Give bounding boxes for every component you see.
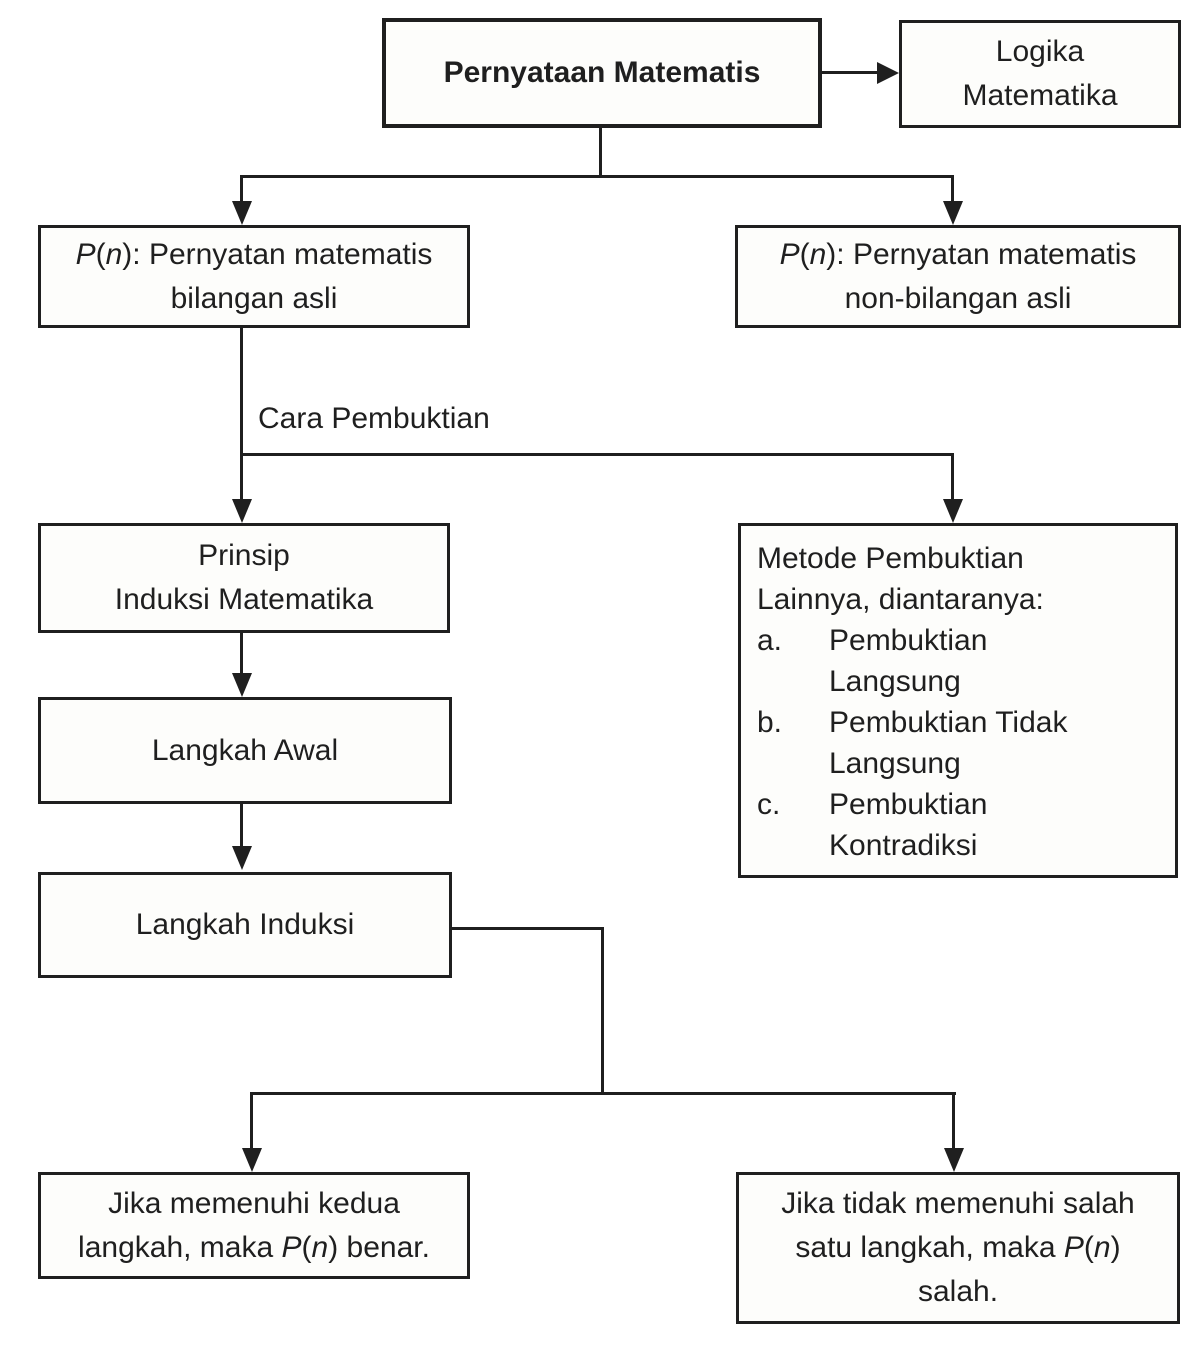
node-pernyataan-matematis	[382, 18, 822, 128]
node-pn-non-bilangan-line2: non-bilangan asli	[844, 281, 1072, 315]
node-langkah-induksi-label: Langkah Induksi	[135, 908, 355, 941]
node-kesimpulan-benar	[38, 1172, 470, 1279]
connector-to-pn-bilangan	[240, 175, 243, 203]
node-pn-bilangan-asli	[38, 225, 470, 328]
metode-intro-line1: Metode Pembuktian	[757, 542, 1024, 575]
node-salah-line3: salah.	[917, 1275, 999, 1308]
node-pernyataan-matematis-label: Pernyataan Matematis	[443, 56, 761, 89]
connector-pernyataan-logika	[822, 71, 878, 74]
arrowhead-right-logika	[877, 62, 899, 84]
node-pn-bilangan-line2: bilangan asli	[170, 281, 338, 315]
connector-induksi-elbow-h	[452, 927, 604, 930]
connector-to-salah	[952, 1092, 955, 1150]
node-langkah-awal	[38, 697, 452, 804]
node-metode-pembuktian-lainnya	[738, 523, 1178, 878]
connector-awal-induksi	[240, 804, 243, 848]
metode-item-c	[757, 784, 1161, 866]
connector-bottom-split	[250, 1092, 956, 1095]
connector-to-metode	[951, 453, 954, 501]
connector-to-prinsip	[240, 453, 243, 501]
connector-cara-pembuktian-split	[240, 453, 954, 456]
node-pn-non-bilangan-line1: P(n): Pernyatan matematis	[779, 237, 1137, 271]
node-langkah-induksi	[38, 872, 452, 978]
node-benar-line1: Jika memenuhi kedua	[108, 1186, 400, 1220]
node-benar-line2: langkah, maka P(n) benar.	[78, 1230, 430, 1264]
arrowhead-down-salah	[944, 1148, 964, 1172]
connector-to-pn-non-bilangan	[951, 175, 954, 203]
metode-item-a	[757, 620, 1161, 702]
metode-item-a-marker: a.	[757, 624, 783, 657]
node-logika-matematika	[899, 20, 1181, 128]
metode-item-a-text: Pembuktian Langsung	[829, 624, 988, 698]
node-prinsip-line2: Induksi Matematika	[114, 583, 374, 616]
arrowhead-down-benar	[242, 1148, 262, 1172]
metode-item-b-marker: b.	[757, 706, 783, 739]
node-kesimpulan-salah	[736, 1172, 1180, 1324]
connector-pernyataan-stem	[599, 128, 602, 178]
connector-to-benar	[250, 1092, 253, 1150]
node-prinsip-induksi-matematika	[38, 523, 450, 633]
arrowhead-down-prinsip	[232, 499, 252, 523]
node-salah-line2: satu langkah, maka P(n)	[795, 1231, 1121, 1264]
metode-item-b-text: Pembuktian Tidak Langsung	[829, 706, 1068, 780]
node-prinsip-line1: Prinsip	[198, 539, 290, 572]
arrowhead-down-pn-bilangan	[232, 201, 252, 225]
arrowhead-down-pn-non-bilangan	[943, 201, 963, 225]
arrowhead-down-metode	[943, 499, 963, 523]
connector-prinsip-awal	[240, 633, 243, 675]
metode-item-b	[757, 702, 1161, 784]
arrowhead-down-langkah-induksi	[232, 846, 252, 870]
metode-item-c-marker: c.	[757, 788, 781, 821]
edge-label-cara-pembuktian: Cara Pembuktian	[258, 402, 490, 435]
node-logika-line2: Matematika	[962, 79, 1118, 112]
node-logika-line1: Logika	[995, 35, 1085, 68]
node-salah-line1: Jika tidak memenuhi salah	[781, 1187, 1135, 1220]
node-pn-bilangan-line1: P(n): Pernyatan matematis	[75, 237, 433, 271]
connector-row2-split	[240, 175, 954, 178]
node-langkah-awal-label: Langkah Awal	[151, 733, 339, 767]
node-pn-non-bilangan-asli	[735, 225, 1181, 328]
connector-cara-pembuktian-stem	[240, 328, 243, 456]
metode-intro-line2: Lainnya, diantaranya:	[757, 583, 1044, 616]
connector-induksi-elbow-v	[601, 927, 604, 1094]
metode-item-c-text: Pembuktian Kontradiksi	[829, 788, 988, 862]
arrowhead-down-langkah-awal	[232, 673, 252, 697]
